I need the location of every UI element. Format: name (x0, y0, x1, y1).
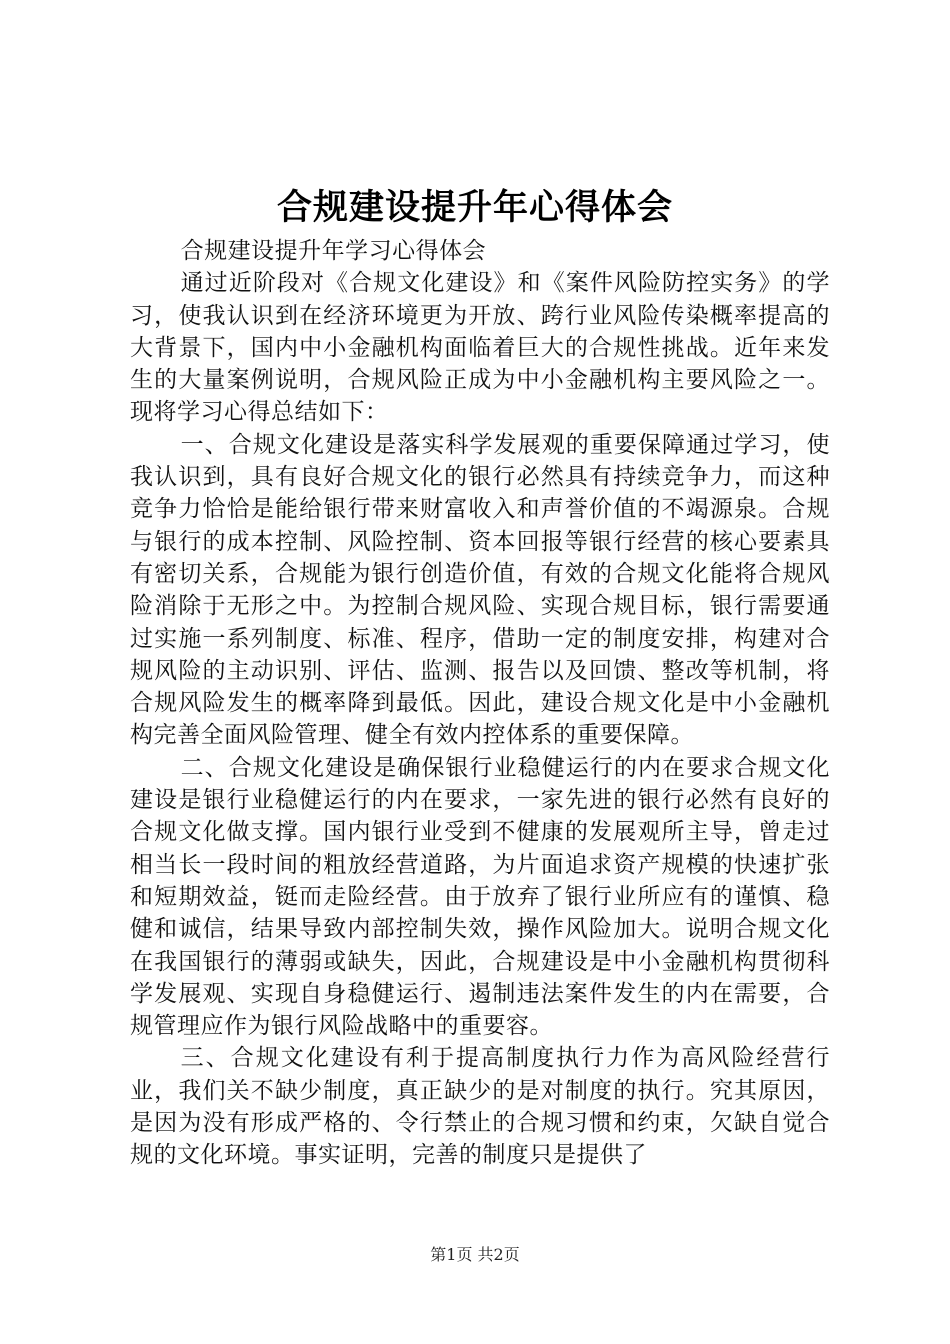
subtitle-paragraph: 合规建设提升年学习心得体会 (180, 238, 487, 264)
page-footer (0, 1244, 950, 1266)
section-one-paragraph: 一、合规文化建设是落实科学发展观的重要保障通过学习，使我认识到，具有良好合规文化的银行必然具有持续竞争力，而这种竞争力恰恰是能给银行带来财富收入和声誉价值的不竭源泉。合规与银行的成本控制、风险控制、资本回报等银行经营的核心要素具有密切关系，合规能为银行创造价值，有效的合规文化能将合规风险消除于无形之中。为控制合规风险、实现合规目标，银行需要通过实施一系列制度、标准、程序，借助一定的制度安排，构建对合规风险的主动识别、评估、监测、报告以及回馈、整改等机制，将合规风险发生的概率降到最低。因此，建设合规文化是中小金融机构完善全面风险管理、健全有效内控体系的重要保障。 (130, 431, 830, 749)
section-two-paragraph: 二、合规文化建设是确保银行业稳健运行的内在要求合规文化建设是银行业稳健运行的内在要求，一家先进的银行必然有良好的合规文化做支撑。国内银行业受到不健康的发展观所主导，曾走过相当长一段时间的粗放经营道路，为片面追求资产规模的快速扩张和短期效益，铤而走险经营。由于放弃了银行业所应有的谨慎、稳健和诚信，结果导致内部控制失效，操作风险加大。说明合规文化在我国银行的薄弱或缺失，因此，合规建设是中小金融机构贯彻科学发展观、实现自身稳健运行、遏制违法案件发生的内在需要，合规管理应作为银行风险战略中的重要容。 (130, 754, 830, 1040)
intro-paragraph: 通过近阶段对《合规文化建设》和《案件风险防控实务》的学习，使我认识到在经济环境更为开放、跨行业风险传染概率提高的大背景下，国内中小金融机构面临着巨大的合规性挑战。近年来发生的大量案例说明，合规风险正成为中小金融机构主要风险之一。现将学习心得总结如下： (130, 270, 830, 426)
section-three-paragraph: 三、合规文化建设有利于提高制度执行力作为高风险经营行业，我们关不缺少制度，真正缺少的是对制度的执行。究其原因，是因为没有形成严格的、令行禁止的合规习惯和约束，欠缺自觉合规的文化环境。事实证明，完善的制度只是提供了 (130, 1045, 830, 1169)
page-number-indicator: 第1页 共2页 (430, 1245, 520, 1264)
document-body (130, 235, 830, 1172)
document-title: 合规建设提升年心得体会 (276, 187, 673, 228)
